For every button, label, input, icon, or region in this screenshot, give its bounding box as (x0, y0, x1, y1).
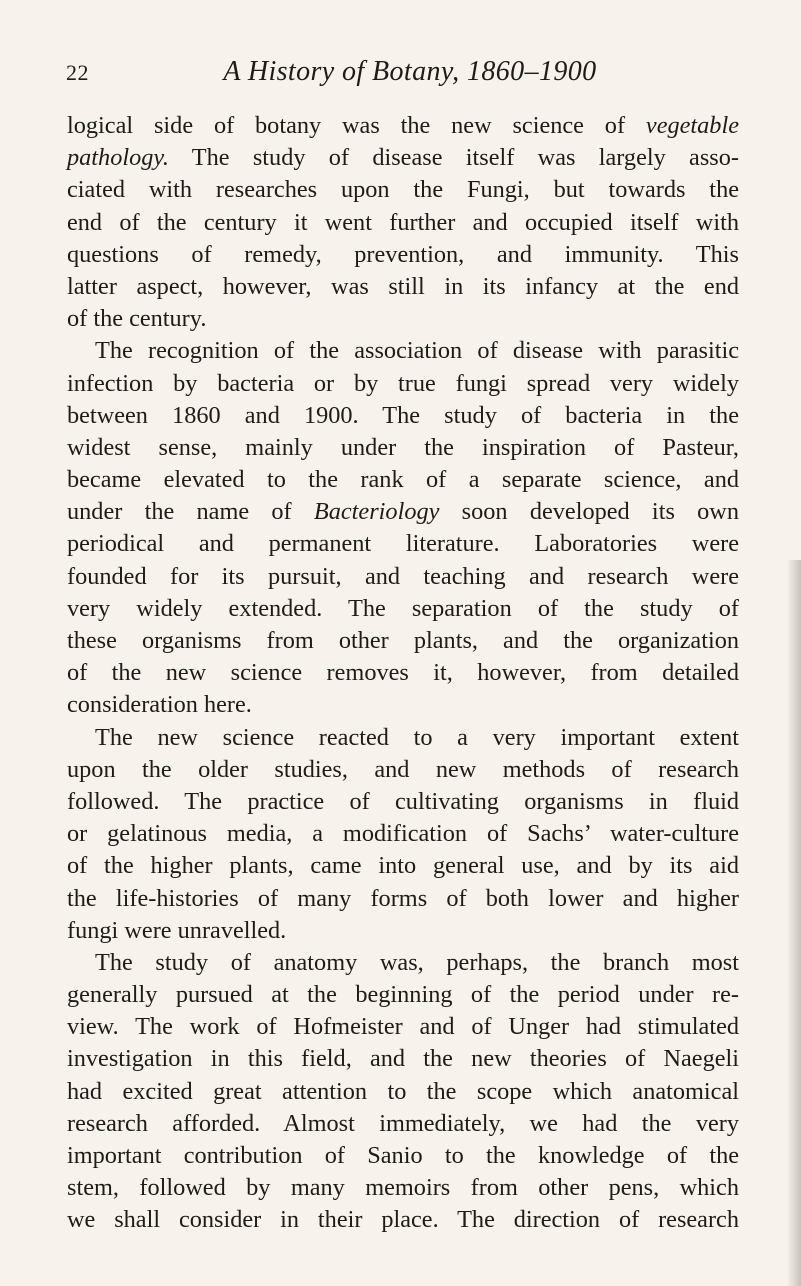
italic-term: pathology. (67, 144, 169, 172)
page-number: 22 (66, 60, 89, 85)
running-title: A History of Botany, 1860–1900 (223, 56, 597, 87)
line-text: of the century. (67, 305, 207, 333)
line-text: important contribution of Sanio to the knowledge of the (67, 1142, 739, 1169)
line-text: between 1860 and 1900. The study of bacteria in the (67, 401, 739, 429)
text-line (67, 528, 739, 560)
text-line (67, 947, 739, 979)
line-text: under the name of (67, 498, 314, 526)
line-text: had excited great attention to the scope which anatomical (67, 1077, 739, 1105)
page-edge-shadow (787, 560, 801, 1286)
text-line (67, 593, 739, 625)
text-line (67, 464, 739, 496)
text-line (67, 335, 739, 367)
line-text: we shall consider in their place. The direction of research (67, 1206, 739, 1234)
text-line (67, 110, 739, 142)
text-line (67, 689, 739, 721)
text-line (67, 1043, 739, 1075)
line-text: ciated with researches upon the Fungi, but towards the (67, 176, 739, 204)
text-line (67, 915, 739, 947)
text-line (67, 818, 739, 850)
text-line (67, 432, 739, 464)
text-line (67, 239, 739, 271)
text-line (67, 368, 739, 400)
line-text: became elevated to the rank of a separate science, and (67, 466, 739, 494)
line-text: generally pursued at the beginning of the period under re- (67, 981, 739, 1009)
italic-term: Bacteriology (313, 498, 440, 526)
text-line (67, 850, 739, 882)
text-line (67, 1108, 739, 1140)
italic-term: vegetable (645, 112, 739, 139)
text-line (67, 400, 739, 432)
line-text: infection by bacteria or by true fungi spread very widely (67, 369, 739, 397)
text-line (67, 657, 739, 689)
line-text: The study of anatomy was, perhaps, the branch most (95, 948, 739, 976)
text-line (67, 1204, 739, 1236)
line-text: investigation in this field, and the new theories of Naegeli (67, 1045, 739, 1073)
body-text (67, 110, 739, 1237)
line-text: consideration here. (67, 691, 252, 719)
text-line (67, 722, 739, 754)
text-line (67, 142, 739, 174)
text-line (67, 207, 739, 239)
line-text-after: The study of disease itself was largely asso- (168, 144, 739, 172)
line-text: these organisms from other plants, and the organization (67, 627, 739, 654)
text-line (67, 303, 739, 335)
line-text: of the new science removes it, however, from detailed (67, 659, 739, 687)
line-text: The recognition of the association of disease with parasitic (95, 337, 739, 365)
line-text: view. The work of Hofmeister and of Unger had stimulated (67, 1013, 739, 1041)
line-text: or gelatinous media, a modification of Sachs’ water-culture (67, 820, 739, 848)
line-text: fungi were unravelled. (67, 916, 287, 944)
line-text: very widely extended. The separation of the study of (67, 594, 739, 622)
text-line (67, 625, 739, 657)
line-text: latter aspect, however, was still in its infancy at the end (67, 272, 739, 300)
text-line (67, 1172, 739, 1204)
line-text-after: soon developed its own (439, 498, 739, 526)
line-text: periodical and permanent literature. Laboratories were (67, 530, 739, 558)
line-text: questions of remedy, prevention, and immunity. This (67, 240, 739, 268)
line-text: of the higher plants, came into general use, and by its aid (67, 852, 739, 880)
line-text: research afforded. Almost immediately, we had the very (67, 1109, 739, 1137)
line-text: the life-histories of many forms of both lower and higher (67, 884, 739, 912)
text-line (67, 786, 739, 818)
line-text: upon the older studies, and new methods of research (67, 755, 739, 783)
line-text: widest sense, mainly under the inspiration of Pasteur, (67, 433, 739, 461)
text-line (67, 979, 739, 1011)
text-line (67, 561, 739, 593)
line-text: followed. The practice of cultivating organisms in fluid (67, 787, 739, 815)
line-text: The new science reacted to a very important extent (95, 723, 739, 751)
text-line (67, 754, 739, 786)
line-text: logical side of botany was the new science of (67, 112, 646, 139)
text-line (67, 1011, 739, 1043)
text-line (67, 1140, 739, 1172)
line-text: stem, followed by many memoirs from other pens, which (67, 1174, 739, 1202)
text-line (67, 174, 739, 206)
page-header (0, 56, 801, 96)
line-text: end of the century it went further and occupied itself with (67, 208, 739, 236)
text-line (67, 883, 739, 915)
text-line (67, 496, 739, 528)
line-text: founded for its pursuit, and teaching and research were (67, 562, 739, 590)
text-line (67, 1076, 739, 1108)
text-line (67, 271, 739, 303)
